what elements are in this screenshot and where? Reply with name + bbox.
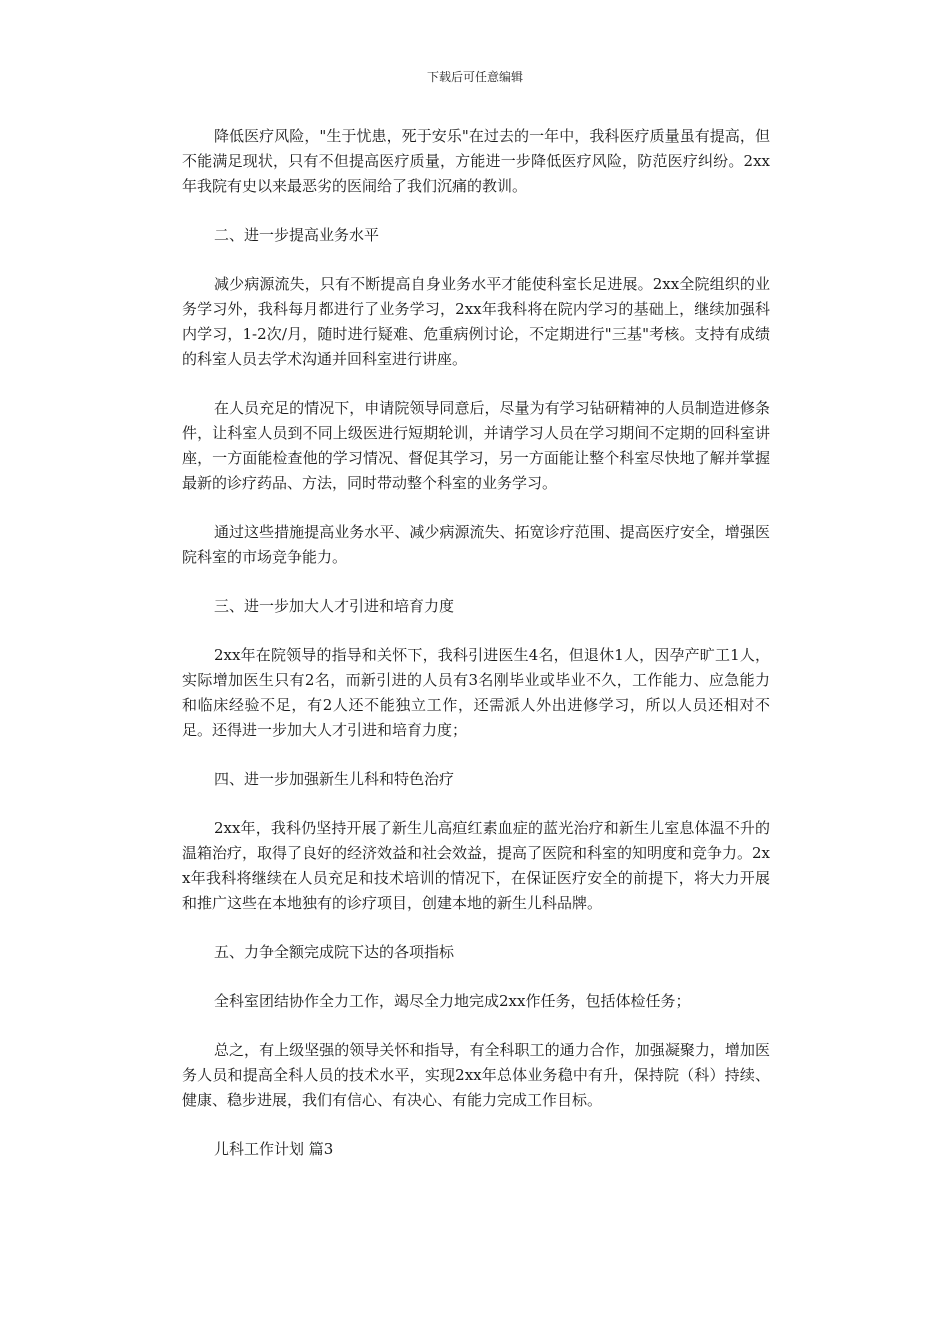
paragraph-measures: 通过这些措施提高业务水平、减少病源流失、拓宽诊疗范围、提高医疗安全，增强医院科室的市场竞争能力。 [182, 523, 770, 566]
paragraph-neonatal: 2xx年，我科仍坚持开展了新生儿高疸红素血症的蓝光治疗和新生儿室息体温不升的温箱治疗，取得了良好的经济效益和社会效益，提高了医院和科室的知明度和竞争力。2xx年我科将继续在人员充足和技术培训的情况下，在保证医疗安全的前提下，将大力开展和推广这些在本地独有的诊疗项目，创建本地的新生儿科品牌。 [182, 819, 771, 912]
section-heading-5: 五、力争全额完成院下达的各项指标 [214, 943, 455, 961]
paragraph-summary: 总之，有上级坚强的领导关怀和指导，有全科职工的通力合作，加强凝聚力，增加医务人员和提高全科人员的技术水平，实现2xx年总体业务稳中有升，保持院（科）持续、健康、稳步进展，我们有信心、有决心、有能力完成工作目标。 [182, 1041, 770, 1109]
paragraph-talent: 2xx年在院领导的指导和关怀下，我科引进医生4名，但退休1人，因孕产旷工1人，实际增加医生只有2名，而新引进的人员有3名刚毕业或毕业不久，工作能力、应急能力和临床经验不足，有2人还不能独立工作，还需派人外出进修学习，所以人员还相对不足。还得进一步加大人才引进和培育力度； [182, 646, 770, 739]
document-body [182, 124, 770, 1186]
section-heading-4: 四、进一步加强新生儿科和特色治疗 [214, 770, 455, 788]
section-heading-3: 三、进一步加大人才引进和培育力度 [214, 597, 455, 615]
paragraph-medical-risk: 降低医疗风险，"生于忧患，死于安乐"在过去的一年中，我科医疗质量虽有提高，但不能满足现状，只有不但提高医疗质量，方能进一步降低医疗风险，防范医疗纠纷。2xx年我院有史以来最恶劣的医闹给了我们沉痛的教训。 [182, 127, 770, 195]
paragraph-training: 在人员充足的情况下，申请院领导同意后，尽量为有学习钻研精神的人员制造进修条件，让科室人员到不同上级医进行短期轮训，并请学习人员在学习期间不定期的回科室讲座，一方面能检查他的学习情况、督促其学习，另一方面能让整个科室尽快地了解并掌握最新的诊疗药品、方法，同时带动整个科室的业务学习。 [182, 399, 770, 492]
next-article-title: 儿科工作计划 篇3 [214, 1140, 334, 1158]
paragraph-business-study: 减少病源流失，只有不断提高自身业务水平才能使科室长足进展。2xx全院组织的业务学习外，我科每月都进行了业务学习，2xx年我科将在院内学习的基础上，继续加强科内学习，1-2次/月，随时进行疑难、危重病例讨论，不定期进行"三基"考核。支持有成绩的科室人员去学术沟通并回科室进行讲座。 [182, 275, 770, 368]
page-header: 下载后可任意编辑 [426, 70, 523, 84]
section-heading-2: 二、进一步提高业务水平 [214, 226, 380, 244]
paragraph-targets: 全科室团结协作全力工作，竭尽全力地完成2xx作任务，包括体检任务； [214, 992, 691, 1010]
